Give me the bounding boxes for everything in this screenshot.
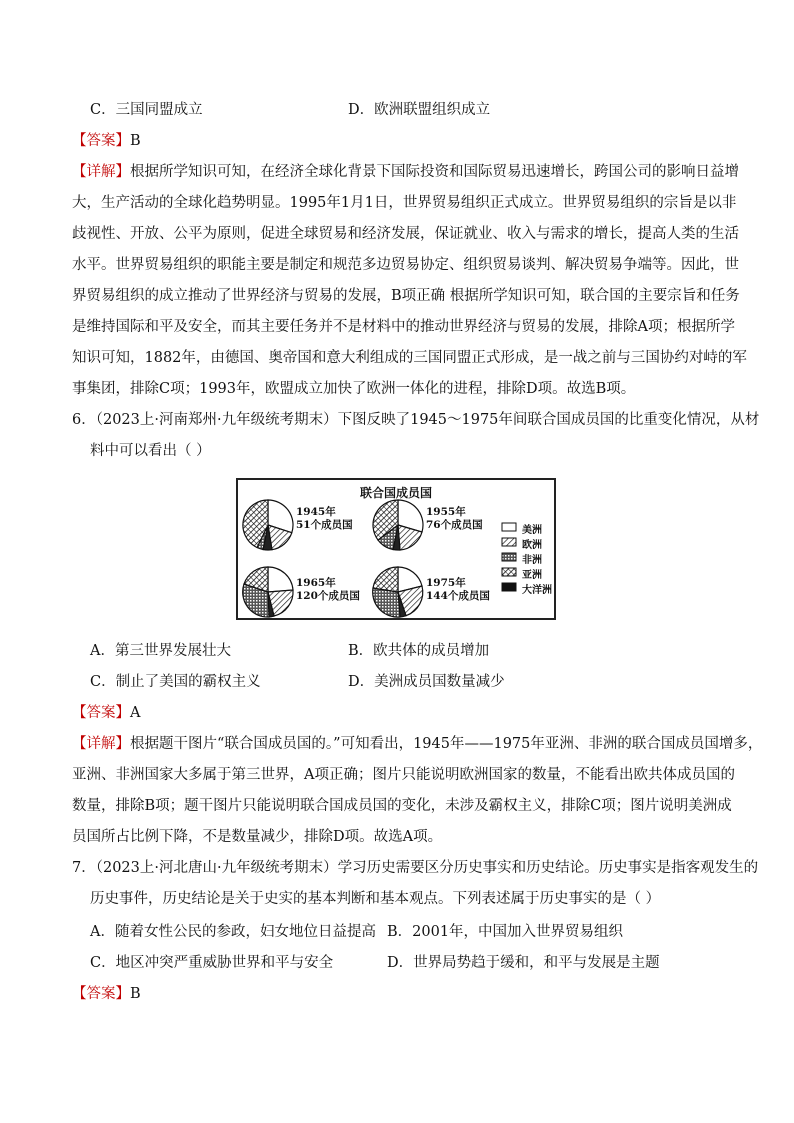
answer-tag: 【答案】 [72,986,130,1002]
figure-title: 联合国成员国 [359,486,432,500]
q7-answer [72,979,724,1010]
pie-1945 [243,500,293,550]
q7-option-a: A．随着女性公民的参政，妇女地位日益提高 [90,924,376,940]
answer-value: A [130,705,141,721]
q5-detail-line: 事集团，排除C项；1993年，欧盟成立加快了欧洲一体化的进程，排除D项。故选B项。 [72,381,636,397]
q6-option-c: C．制止了美国的霸权主义 [90,674,261,690]
answer-value: B [130,133,141,149]
q6-option-d: D．美洲成员国数量减少 [348,674,505,690]
detail-tag: 【详解】 [72,164,130,180]
answer-value: B [130,986,141,1002]
legend-asia: 亚洲 [522,570,542,581]
q5-option-d: D．欧洲联盟组织成立 [348,102,491,118]
pie-slice-asia [373,567,398,592]
q6-stem: 6．（2023上·河南郑州·九年级统考期末）下图反映了1945～1975年间联合国成员国的比重变化情况，从材 [72,412,760,428]
q5-detail-line: 大，生产活动的全球化趋势明显。1995年1月1日，世界贸易组织正式成立。世界贸易组织的宗旨是以非 [72,195,737,211]
q7-option-c: C．地区冲突严重威胁世界和平与安全 [90,955,334,971]
q5-option-c: C．三国同盟成立 [90,102,203,118]
q6-detail-line [72,729,763,760]
legend-africa: 非洲 [522,555,542,566]
pie-label-1945: 1945年 51个成员国 [296,506,353,531]
pie-label-1975: 1975年 144个成员国 [426,577,490,602]
q7-stem: 7．（2023上·河北唐山·九年级统考期末）学习历史需要区分历史事实和历史结论。历史事实是指客观发生的 [72,860,759,876]
q7-option-d: D．世界局势趋于缓和，和平与发展是主题 [387,955,660,971]
q5-detail-line: 界贸易组织的成立推动了世界经济与贸易的发展，B项正确 根据所学知识可知，联合国的主要宗旨和任务 [72,288,740,304]
un-members-figure [236,478,556,620]
pie-1965 [243,567,293,617]
q5-detail-line: 歧视性、开放、公平为原则，促进全球贸易和经济发展，保证就业、收入与需求的增长，提高人类的生活 [72,226,739,242]
pie-1975 [373,567,423,617]
answer-tag: 【答案】 [72,705,130,721]
detail-text: 根据题干图片“联合国成员国的。”可知看出，1945年——1975年亚洲、非洲的联合国成员国增多， [130,736,763,752]
q6-detail-line: 数量，排除B项；题干图片只能说明联合国成员国的变化，未涉及霸权主义，排除C项；图片说明美洲成 [72,798,732,814]
legend-oceania: 大洋洲 [522,585,552,596]
q6-detail-line: 亚洲、非洲国家大多属于第三世界，A项正确；图片只能说明欧洲国家的数量，不能看出欧共体成员国的 [72,767,735,783]
q5-detail-line: 水平。世界贸易组织的职能主要是制定和规范多边贸易协定、组织贸易谈判、解决贸易争端等。因此，世 [72,257,739,273]
answer-tag: 【答案】 [72,133,130,149]
legend-swatches [502,523,516,591]
pie-label-1955: 1955年 76个成员国 [426,506,483,531]
q5-detail-line [72,157,739,188]
detail-tag: 【详解】 [72,736,130,752]
detail-text: 根据所学知识可知，在经济全球化背景下国际投资和国际贸易迅速增长，跨国公司的影响日益增 [130,164,739,180]
q6-stem: 料中可以看出（ ） [90,443,211,459]
q7-stem: 历史事件，历史结论是关于史实的基本判断和基本观点。下列表述属于历史事实的是（ ） [90,891,661,907]
pie-slice-africa [373,588,400,617]
q5-answer [72,126,724,157]
pie-1955 [373,500,423,550]
pie-label-1965: 1965年 120个成员国 [296,577,360,602]
legend-europe: 欧洲 [522,540,542,551]
q6-detail-line: 员国所占比例下降，不是数量减少，排除D项。故选A项。 [72,829,443,845]
q7-option-b: B．2001年，中国加入世界贸易组织 [387,924,624,940]
q5-detail-line: 知识可知，1882年，由德国、奥帝国和意大利组成的三国同盟正式形成，是一战之前与三国协约对峙的军 [72,350,747,366]
q6-option-a: A．第三世界发展壮大 [90,643,231,659]
legend-americas: 美洲 [522,525,542,536]
q6-answer [72,698,724,729]
q6-option-b: B．欧共体的成员增加 [348,643,490,659]
pie-slice-americas [268,567,293,592]
q5-detail-line: 是维持国际和平及安全，而其主要任务并不是材料中的推动世界经济与贸易的发展，排除A项；根据所学 [72,319,735,335]
